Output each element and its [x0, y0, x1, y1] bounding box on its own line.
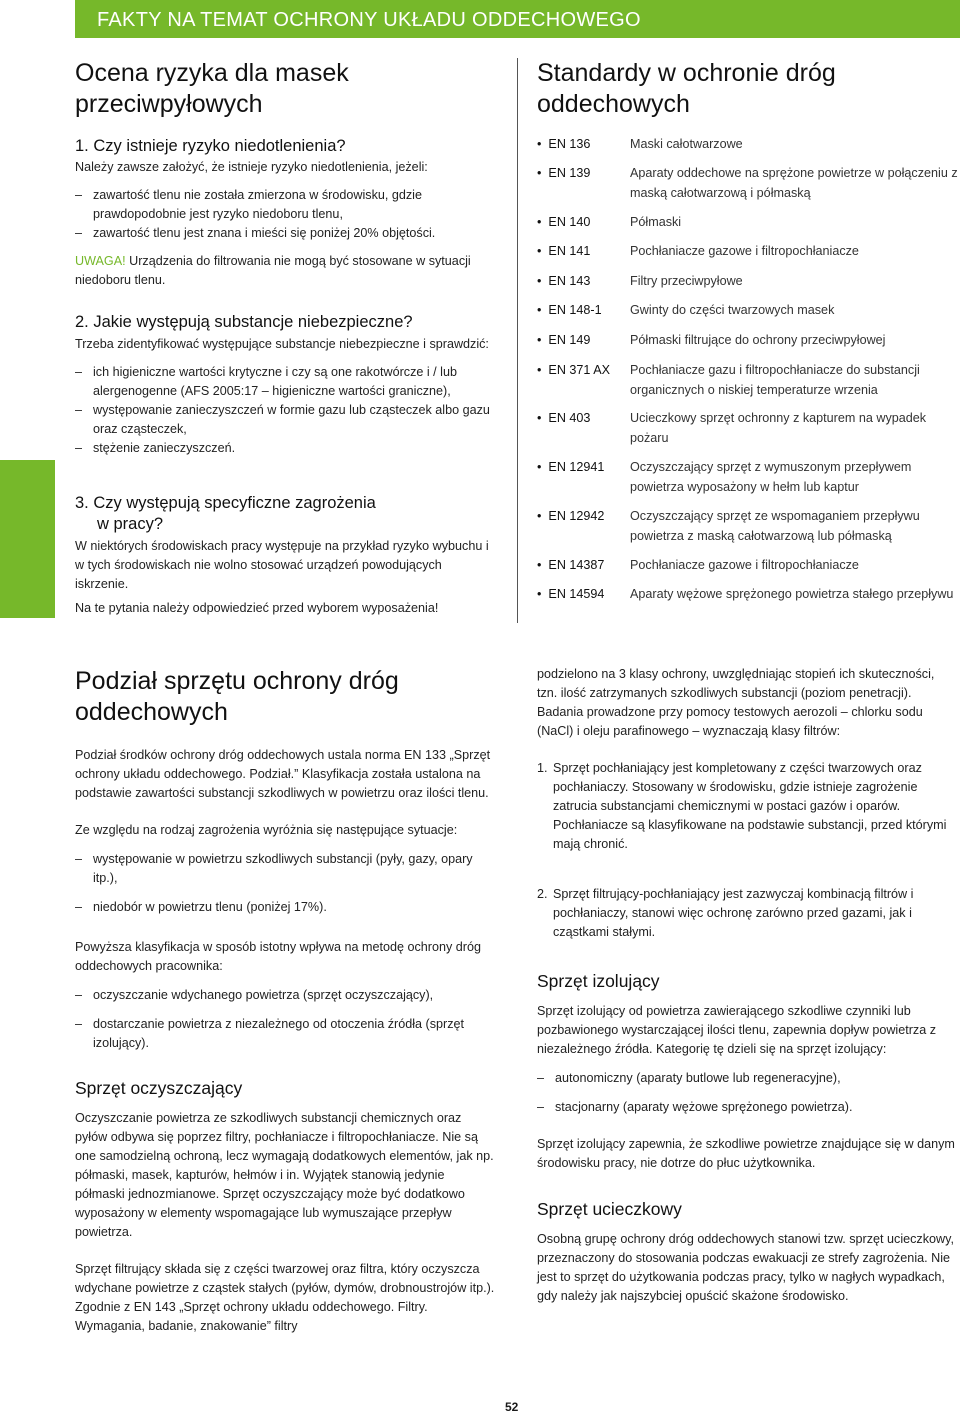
standard-desc: Pochłaniacze gazowe i filtropochłaniacze — [630, 558, 859, 572]
isolating-p2: Sprzęt izolujący zapewnia, że szkodliwe powietrze znajdujące się w danym środowisku pracy, nie dotrze do płuc użytkownika. — [537, 1137, 955, 1170]
standard-desc: Pochłaniacze gazu i filtropochłaniacze do substancji organicznych o niskiej temperaturze wrzenia — [630, 363, 920, 397]
standard-desc: Aparaty oddechowe na sprężone powietrze w połączeniu z maską całotwarzową i półmaską — [630, 166, 958, 200]
standard-desc: Półmaski filtrujące do ochrony przeciwpyłowej — [630, 333, 886, 347]
standard-code: • EN 148-1 — [537, 301, 602, 321]
header-banner — [75, 0, 960, 38]
item-text: Sprzęt filtrujący-pochłaniający jest zazwyczaj kombinacją filtrów i pochłaniaczy, stanowi więc ochronę zarówno przed gazami, jak i cząstkami stałymi. — [553, 887, 914, 939]
isolating-heading: Sprzęt izolujący — [537, 971, 660, 991]
division-p3: Powyższa klasyfikacja w sposób istotny wpływa na metodę ochrony dróg oddechowych pracownika: — [75, 940, 481, 973]
division-section — [75, 666, 495, 1336]
escape-heading: Sprzęt ucieczkowy — [537, 1199, 682, 1219]
risk-title-line2: przeciwpyłowych — [75, 90, 263, 118]
standard-desc: Pochłaniacze gazowe i filtropochłaniacze — [630, 244, 859, 258]
standard-code: • EN 149 — [537, 331, 590, 351]
standards-title-line2: oddechowych — [537, 90, 690, 118]
warning-label: UWAGA! — [75, 254, 126, 268]
risk-title-line1: Ocena ryzyka dla masek — [75, 59, 349, 87]
standard-desc: Maski całotwarzowe — [630, 137, 743, 151]
column-divider — [517, 58, 518, 623]
standard-desc: Oczyszczający sprzęt ze wspomaganiem przepływu powietrza z maską całotwarzową lub półmaską — [630, 509, 920, 543]
standards-section — [537, 58, 947, 120]
escape-p1: Osobną grupę ochrony dróg oddechowych stanowi tzw. sprzęt ucieczkowy, przeznaczony do stosowania podczas ewakuacji ze strefy zagrożenia. Nie jest to sprzęt do użytkowania podczas pracy, tylko w nagłych wypadkach, gdy należy jak najszybciej opuścić skażone środowisko. — [537, 1232, 954, 1303]
question-1 — [75, 136, 495, 290]
question-1-heading: 1. Czy istnieje ryzyko niedotlenienia? — [75, 137, 346, 155]
division-p1: Podział środków ochrony dróg oddechowych ustala norma EN 133 „Sprzęt ochrony układu oddechowego. Podział.” Klasyfikacja została ustalona na podstawie zawartości substancji szkodliwych w powietrzu oraz ilości tlenu. — [75, 748, 491, 800]
numbered-item — [537, 759, 957, 854]
standard-code: • EN 136 — [537, 135, 590, 155]
item-number: 2. — [537, 887, 548, 901]
question-3-text: W niektórych środowiskach pracy występuje na przykład ryzyko wybuchu i w tych środowiskach nie wolno stosować urządzeń powodujących iskrzenie. — [75, 539, 489, 591]
standard-code: • EN 143 — [537, 272, 590, 292]
list-item: – zawartość tlenu nie została zmierzona w środowisku, gdzie prawdopodobnie jest ryzyko niedoboru tlenu, — [75, 186, 495, 224]
division-title-line2: oddechowych — [75, 698, 228, 726]
standard-code: • EN 371 AX — [537, 361, 610, 381]
question-3-note: Na te pytania należy odpowiedzieć przed wyborem wyposażenia! — [75, 601, 439, 615]
standard-desc: Gwinty do części twarzowych masek — [630, 303, 835, 317]
standard-desc: Filtry przeciwpyłowe — [630, 274, 743, 288]
right-column — [537, 665, 957, 1306]
list-item: – występowanie w powietrzu szkodliwych substancji (pyły, gazy, opary itp.), — [75, 850, 495, 888]
standard-code: • EN 14387 — [537, 556, 604, 576]
purifying-p1: Oczyszczanie powietrza ze szkodliwych substancji chemicznych oraz pyłów odbywa się poprzez filtry, pochłaniacze i filtropochłaniacze. Nie są one samodzielną ochroną, lecz wymagają dodatkowych elementów, jak np. półmaski, masek, kapturów, hełmów i in. Wyjątek stanowią jedynie półmaski jednozmianowe. Sprzęt oczyszczający może być dodatkowo wyposażony w elementy wspomagające lub wymuszające przepływ powietrza. — [75, 1111, 494, 1239]
standard-code: • EN 14594 — [537, 585, 604, 605]
list-item: – autonomiczny (aparaty butlowe lub regeneracyjne), — [537, 1069, 957, 1088]
item-number: 1. — [537, 761, 548, 775]
header-title: FAKTY NA TEMAT OCHRONY UKŁADU ODDECHOWEGO — [97, 9, 641, 31]
list-item: – ich higieniczne wartości krytyczne i czy są one rakotwórcze i / lub alergenogenne (AFS 2005:17 – higieniczne wartości graniczne), — [75, 363, 495, 401]
purifying-p2: Sprzęt filtrujący składa się z części twarzowej oraz filtra, który oczyszcza wdychane powietrze z cząstek stałych (pyłów, dymów, drobnoustrojów itp.). Zgodnie z EN 143 „Sprzęt ochrony układu oddechowego. Filtry. Wymagania, badanie, znakowanie” filtry — [75, 1262, 495, 1333]
warning-text — [75, 252, 495, 290]
division-title-line1: Podział sprzętu ochrony dróg — [75, 667, 399, 695]
question-2 — [75, 312, 495, 458]
standard-code: • EN 12941 — [537, 458, 604, 478]
list-item: – występowanie zanieczyszczeń w formie gazu lub cząsteczek albo gazu oraz cząsteczek, — [75, 401, 495, 439]
standard-code: • EN 403 — [537, 409, 590, 429]
standard-desc: Ucieczkowy sprzęt ochronny z kapturem na wypadek pożaru — [630, 411, 927, 445]
question-1-intro: Należy zawsze założyć, że istnieje ryzyko niedotlenienia, jeżeli: — [75, 160, 428, 174]
item-text: Sprzęt pochłaniający jest kompletowany z części twarzowych oraz pochłaniaczy. Stosowany w środowisku, gdzie istnieje zagrożenie zatrucia substancjami chemicznymi w postaci gazów i oparów. Pochłaniacze są klasyfikowane na podstawie substancji, przed którymi mają chronić. — [553, 761, 947, 851]
filter-classes-text: podzielono na 3 klasy ochrony, uwzględniając stopień ich skuteczności, tzn. ilość zatrzymanych szkodliwych substancji (poziom penetracji). Badania prowadzone przy pomocy testowych aerozoli – chlorku sodu (NaCl) i oleju parafinowego – wyznaczają klasy filtrów: — [537, 667, 935, 738]
list-item: – stacjonarny (aparaty wężowe sprężonego powietrza). — [537, 1098, 957, 1117]
standard-desc: Oczyszczający sprzęt z wymuszonym przepływem powietrza wyposażony w hełm lub kaptur — [630, 460, 912, 494]
standard-code: • EN 12942 — [537, 507, 604, 527]
standards-title-line1: Standardy w ochronie dróg — [537, 59, 836, 87]
warning-body: Urządzenia do filtrowania nie mogą być stosowane w sytuacji niedoboru tlenu. — [75, 254, 471, 287]
purifying-heading: Sprzęt oczyszczający — [75, 1078, 243, 1098]
list-item: – niedobór w powietrzu tlenu (poniżej 17%). — [75, 898, 495, 917]
standard-desc: Aparaty wężowe sprężonego powietrza stałego przepływu — [630, 587, 954, 601]
isolating-p1: Sprzęt izolujący od powietrza zawierającego szkodliwe czynniki lub pozbawionego wystarczającej ilości tlenu, zapewnia dopływ powietrza z niezależnego źródła. Kategorię tę dzieli się na sprzęt izolujący: — [537, 1004, 937, 1056]
standard-desc: Półmaski — [630, 215, 682, 229]
question-3-heading-line1: 3. Czy występują specyficzne zagrożenia — [75, 494, 376, 512]
division-p2: Ze względu na rodzaj zagrożenia wyróżnia się następujące sytuacje: — [75, 823, 458, 837]
question-3 — [75, 493, 495, 618]
list-item: – zawartość tlenu jest znana i mieści się poniżej 20% objętości. — [75, 224, 495, 243]
question-3-heading-line2: w pracy? — [97, 515, 164, 533]
page-number: 52 — [505, 1400, 519, 1414]
list-item: – dostarczanie powietrza z niezależnego od otoczenia źródła (sprzęt izolujący). — [75, 1015, 495, 1053]
numbered-item — [537, 885, 957, 942]
question-2-intro: Trzeba zidentyfikować występujące substancje niebezpieczne i sprawdzić: — [75, 337, 489, 351]
standard-code: • EN 139 — [537, 164, 590, 184]
side-tab-marker — [0, 460, 55, 618]
risk-section — [75, 58, 485, 120]
list-item: – stężenie zanieczyszczeń. — [75, 439, 495, 458]
standard-code: • EN 140 — [537, 213, 590, 233]
list-item: – oczyszczanie wdychanego powietrza (sprzęt oczyszczający), — [75, 986, 495, 1005]
question-2-heading: 2. Jakie występują substancje niebezpieczne? — [75, 313, 413, 331]
standard-code: • EN 141 — [537, 242, 590, 262]
